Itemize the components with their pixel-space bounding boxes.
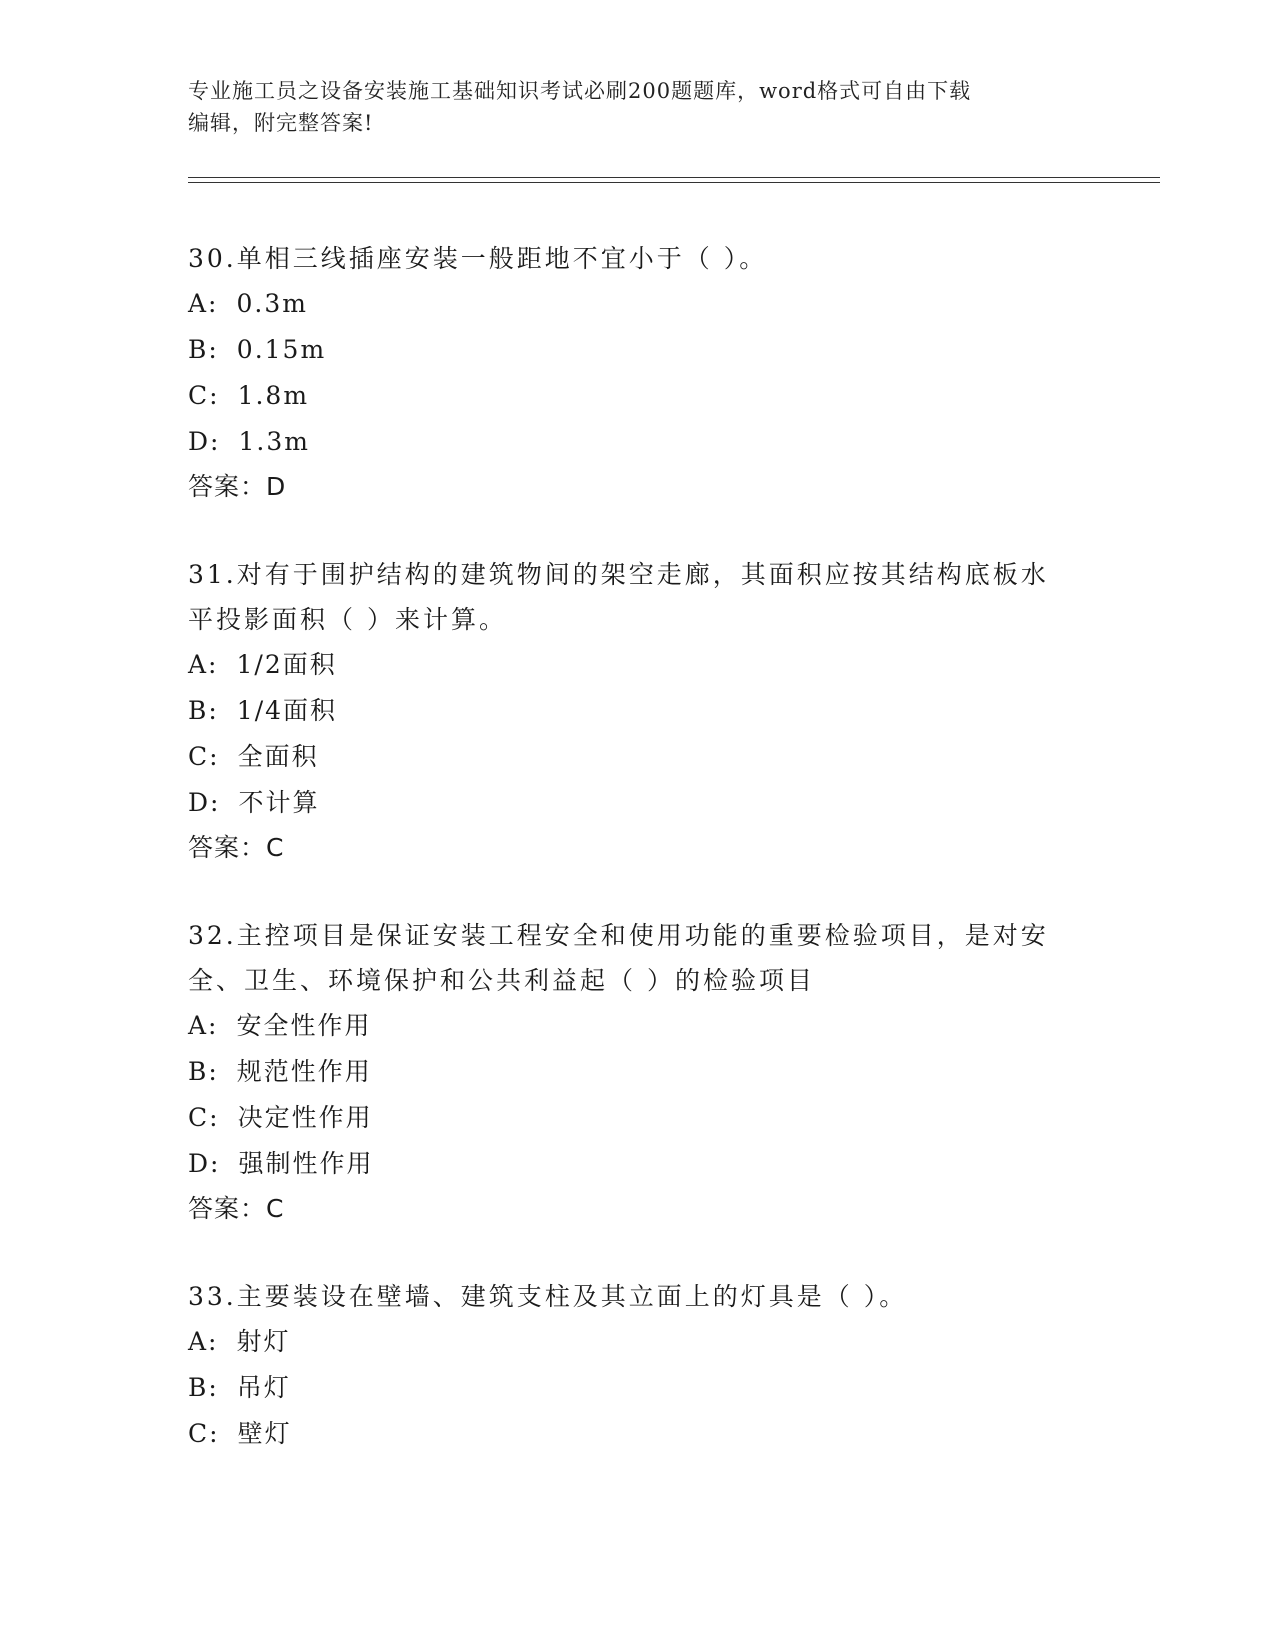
option-list <box>188 1319 1088 1457</box>
option-text: 吊灯 <box>236 1373 291 1402</box>
option-d <box>188 419 1088 465</box>
option-key: A: <box>188 289 219 318</box>
option-list <box>188 281 1088 465</box>
option-c <box>188 734 1088 780</box>
option-text: 规范性作用 <box>236 1057 372 1086</box>
option-b <box>188 327 1088 373</box>
option-text: 0.3m <box>236 289 308 318</box>
question-31 <box>188 552 1088 870</box>
question-30 <box>188 236 1088 509</box>
answer-text: 答案：C <box>188 833 285 862</box>
option-c <box>188 373 1088 419</box>
question-text-continued: 平投影面积（ ）来计算。 <box>188 605 507 634</box>
option-a <box>188 642 1088 688</box>
option-list <box>188 1003 1088 1187</box>
option-c <box>188 1411 1088 1457</box>
option-text: 1/2面积 <box>236 650 337 679</box>
option-text: 射灯 <box>236 1327 291 1356</box>
option-a <box>188 1003 1088 1049</box>
question-33 <box>188 1274 1088 1457</box>
option-key: C: <box>188 742 220 771</box>
option-key: C: <box>188 1419 220 1448</box>
option-text: 不计算 <box>238 788 320 817</box>
option-a <box>188 1319 1088 1365</box>
question-text: 32.主控项目是保证安装工程安全和使用功能的重要检验项目，是对安 <box>188 921 1049 950</box>
option-d <box>188 1141 1088 1187</box>
option-key: B: <box>188 1373 219 1402</box>
option-a <box>188 281 1088 327</box>
option-key: B: <box>188 335 219 364</box>
document-header <box>188 75 1088 139</box>
option-text: 全面积 <box>237 742 319 771</box>
option-b <box>188 688 1088 734</box>
answer-text: 答案：C <box>188 1194 285 1223</box>
option-b <box>188 1049 1088 1095</box>
option-text: 安全性作用 <box>236 1011 372 1040</box>
answer-text: 答案：D <box>188 472 287 501</box>
header-divider-top <box>188 177 1160 178</box>
option-text: 强制性作用 <box>238 1149 374 1178</box>
option-key: B: <box>188 696 219 725</box>
option-b <box>188 1365 1088 1411</box>
question-text: 31.对有于围护结构的建筑物间的架空走廊，其面积应按其结构底板水 <box>188 560 1049 589</box>
option-list <box>188 642 1088 826</box>
option-text: 1.8m <box>237 381 310 410</box>
question-text: 33.主要装设在壁墙、建筑支柱及其立面上的灯具是（ ）。 <box>188 1282 908 1311</box>
question-text-continued: 全、卫生、环境保护和公共利益起（ ）的检验项目 <box>188 966 815 995</box>
option-text: 0.15m <box>236 335 327 364</box>
option-text: 1/4面积 <box>236 696 338 725</box>
option-key: D: <box>188 788 221 817</box>
question-32 <box>188 913 1088 1231</box>
header-divider-bottom <box>188 182 1160 183</box>
option-text: 决定性作用 <box>237 1103 373 1132</box>
option-key: C: <box>188 1103 220 1132</box>
question-list <box>188 236 1088 1500</box>
option-d <box>188 780 1088 826</box>
option-key: D: <box>188 1149 221 1178</box>
question-text: 30.单相三线插座安装一般距地不宜小于（ ）。 <box>188 244 768 273</box>
header-line-2: 编辑，附完整答案! <box>188 111 374 135</box>
option-c <box>188 1095 1088 1141</box>
option-text: 1.3m <box>238 427 310 456</box>
option-key: C: <box>188 381 220 410</box>
header-line-1: 专业施工员之设备安装施工基础知识考试必刷200题题库，word格式可自由下载 <box>188 79 972 103</box>
option-key: D: <box>188 427 221 456</box>
option-key: A: <box>188 650 219 679</box>
option-text: 壁灯 <box>237 1419 292 1448</box>
option-key: B: <box>188 1057 219 1086</box>
option-key: A: <box>188 1011 219 1040</box>
option-key: A: <box>188 1327 219 1356</box>
